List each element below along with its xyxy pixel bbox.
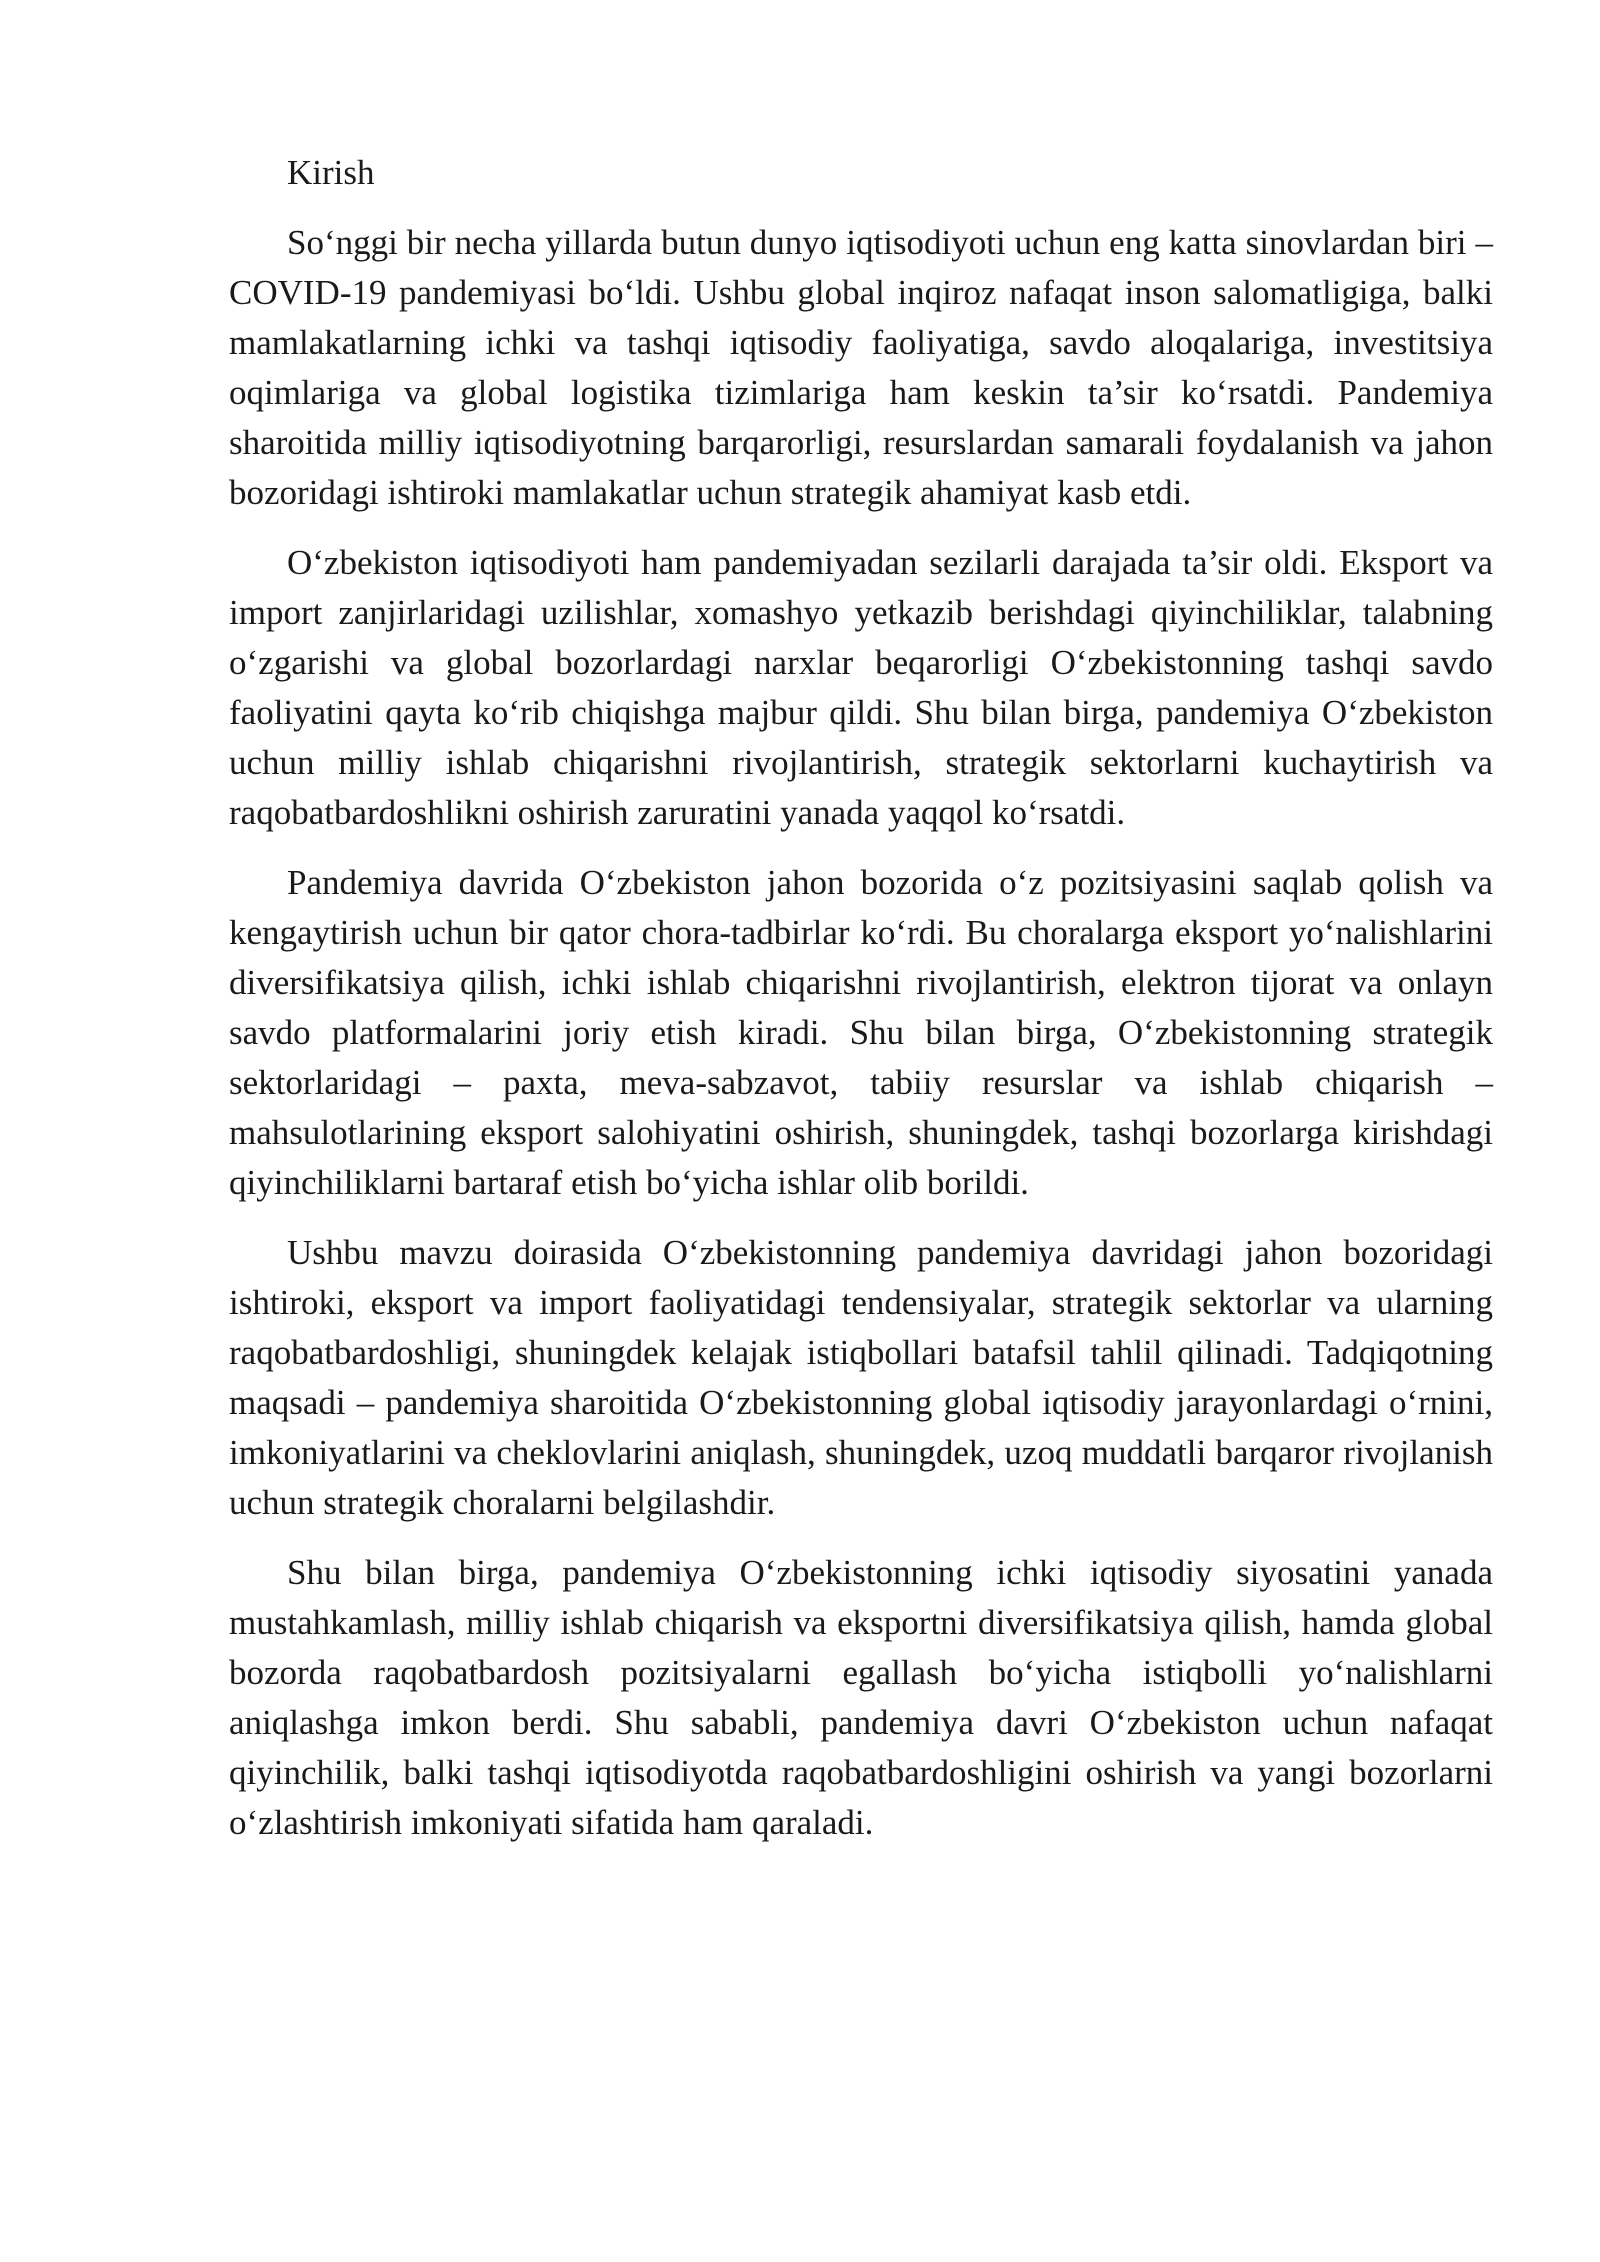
- section-heading: Kirish: [287, 153, 375, 192]
- paragraph-4: Ushbu mavzu doirasida O‘zbekistonning pandemiya davridagi jahon bozoridagi ishtiroki, eksport va import faoliyatidagi tendensiyalar, strategik sektorlar va ularning raqobatbardoshligi, shuningdek kelajak istiqbollari batafsil tahlil qilinadi. Tadqiqotning maqsadi – pandemiya sharoitida O‘zbekistonning global iqtisodiy jarayonlardagi o‘rnini, imkoniyatlarini va cheklovlarini aniqlash, shuningdek, uzoq muddatli barqaror rivojlanish uchun strategik choralarni belgilashdir.: [229, 1233, 1493, 1522]
- paragraph-3: Pandemiya davrida O‘zbekiston jahon bozorida o‘z pozitsiyasini saqlab qolish va kengaytirish uchun bir qator chora-tadbirlar ko‘rdi. Bu choralarga eksport yo‘nalishlarini diversifikatsiya qilish, ichki ishlab chiqarishni rivojlantirish, elektron tijorat va onlayn savdo platformalarini joriy etish kiradi. Shu bilan birga, O‘zbekistonning strategik sektorlaridagi – paxta, meva-sabzavot, tabiiy resurslar va ishlab chiqarish – mahsulotlarining eksport salohiyatini oshirish, shuningdek, tashqi bozorlarga kirishdagi qiyinchiliklarni bartaraf etish bo‘yicha ishlar olib borildi.: [229, 863, 1493, 1202]
- paragraph-2: O‘zbekiston iqtisodiyoti ham pandemiyadan sezilarli darajada ta’sir oldi. Eksport va import zanjirlaridagi uzilishlar, xomashyo yetkazib berishdagi qiyinchiliklar, talabning o‘zgarishi va global bozorlardagi narxlar beqarorligi O‘zbekistonning tashqi savdo faoliyatini qayta ko‘rib chiqishga majbur qildi. Shu bilan birga, pandemiya O‘zbekiston uchun milliy ishlab chiqarishni rivojlantirish, strategik sektorlarni kuchaytirish va raqobatbardoshlikni oshirish zaruratini yanada yaqqol ko‘rsatdi.: [229, 543, 1493, 832]
- paragraph-5: Shu bilan birga, pandemiya O‘zbekistonning ichki iqtisodiy siyosatini yanada mustahkamlash, milliy ishlab chiqarish va eksportni diversifikatsiya qilish, hamda global bozorda raqobatbardosh pozitsiyalarni egallash bo‘yicha istiqbolli yo‘nalishlarni aniqlashga imkon berdi. Shu sababli, pandemiya davri O‘zbekiston uchun nafaqat qiyinchilik, balki tashqi iqtisodiyotda raqobatbardoshligini oshirish va yangi bozorlarni o‘zlashtirish imkoniyati sifatida ham qaraladi.: [229, 1553, 1493, 1842]
- document-body: [229, 148, 1493, 1868]
- paragraph-1: So‘nggi bir necha yillarda butun dunyo iqtisodiyoti uchun eng katta sinovlardan biri – COVID-19 pandemiyasi bo‘ldi. Ushbu global inqiroz nafaqat inson salomatligiga, balki mamlakatlarning ichki va tashqi iqtisodiy faoliyatiga, savdo aloqalariga, investitsiya oqimlariga va global logistika tizimlariga ham keskin ta’sir ko‘rsatdi. Pandemiya sharoitida milliy iqtisodiyotning barqarorligi, resurslardan samarali foydalanish va jahon bozoridagi ishtiroki mamlakatlar uchun strategik ahamiyat kasb etdi.: [229, 223, 1493, 512]
